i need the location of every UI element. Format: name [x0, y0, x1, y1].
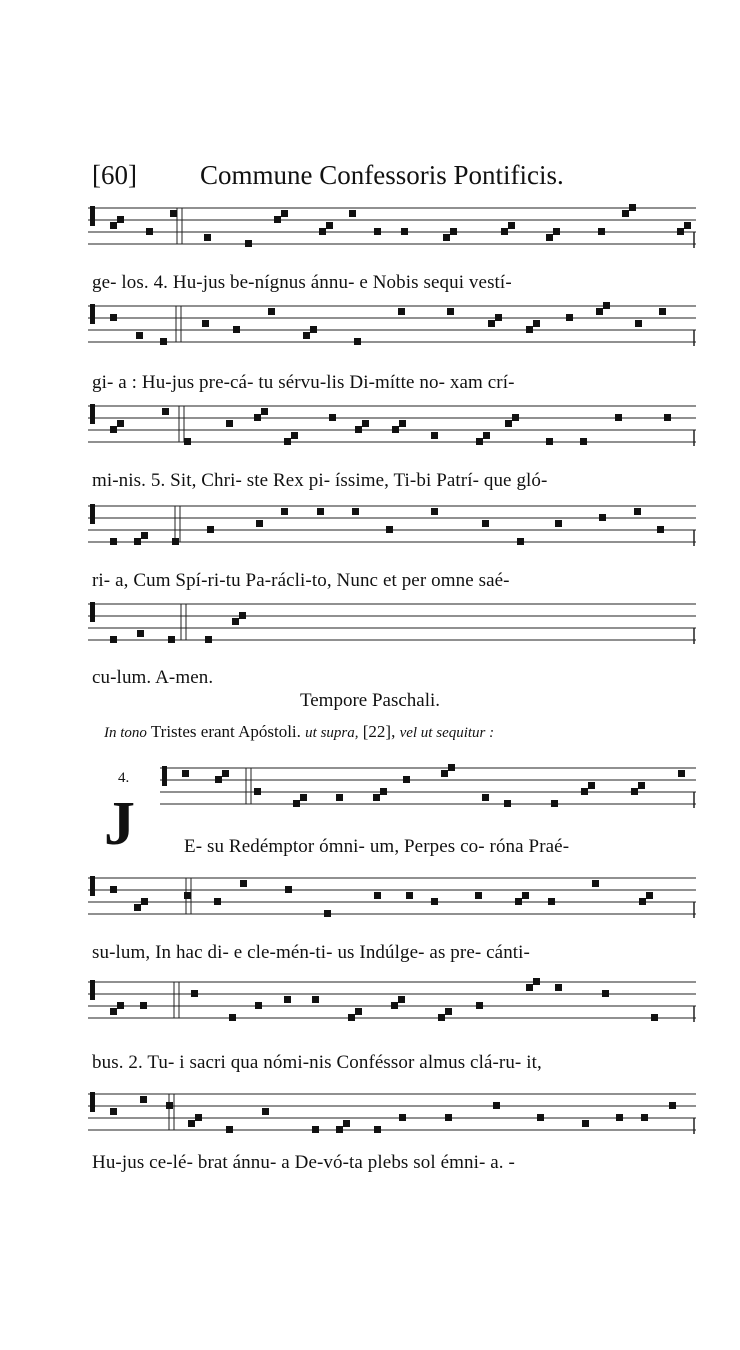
paschal-lyric-line-1: E- su Redémptor ómni- um, Perpes co- róna Praé-	[184, 836, 570, 857]
rubric-italic-1: In tono	[104, 725, 147, 741]
page-title: Commune Confessoris Pontificis.	[200, 160, 564, 190]
music-staff-2	[88, 298, 696, 358]
page-number: [60]	[92, 160, 137, 190]
music-staff-8	[88, 974, 696, 1034]
music-staff-1	[88, 200, 696, 260]
drop-initial: J	[104, 790, 135, 858]
lyric-line-4: ri- a, Cum Spí-ri-tu Pa-rácli-to, Nunc et per omne saé-	[92, 570, 510, 591]
music-staff-4	[88, 498, 696, 558]
lyric-line-3: mi-nis. 5. Sit, Chri- ste Rex pi- íssime, Ti-bi Patrí- que gló-	[92, 470, 548, 491]
rubric-italic-2: ut supra,	[305, 725, 359, 741]
rubric-italic-3: vel ut sequitur :	[399, 725, 495, 741]
music-staff-5	[88, 596, 696, 656]
rubric	[104, 722, 494, 742]
music-staff-7	[88, 870, 696, 930]
lyric-line-1: ge- los. 4. Hu-jus be-nígnus ánnu- e Nobis sequi vestí-	[92, 272, 512, 293]
rubric-text-1: Tristes erant Apóstoli.	[150, 722, 301, 741]
section-title: Tempore Paschali.	[299, 690, 441, 711]
verse-number: 4.	[118, 770, 130, 786]
rubric-text-2: [22],	[362, 722, 396, 741]
paschal-lyric-line-2: su-lum, In hac di- e cle-mén-ti- us Indúlge- as pre- cánti-	[92, 942, 530, 963]
paschal-lyric-line-3: bus. 2. Tu- i sacri qua nómi-nis Conféssor almus clá-ru- it,	[92, 1052, 542, 1073]
music-staff-9	[88, 1086, 696, 1146]
paschal-lyric-line-4: Hu-jus ce-lé- brat ánnu- a De-vó-ta plebs sol émni- a. -	[92, 1152, 515, 1173]
lyric-line-2: gi- a : Hu-jus pre-cá- tu sérvu-lis Di-mítte no- xam crí-	[92, 372, 515, 393]
music-staff-6	[160, 760, 696, 820]
lyric-line-5: cu-lum. A-men.	[92, 667, 214, 688]
music-staff-3	[88, 398, 696, 458]
